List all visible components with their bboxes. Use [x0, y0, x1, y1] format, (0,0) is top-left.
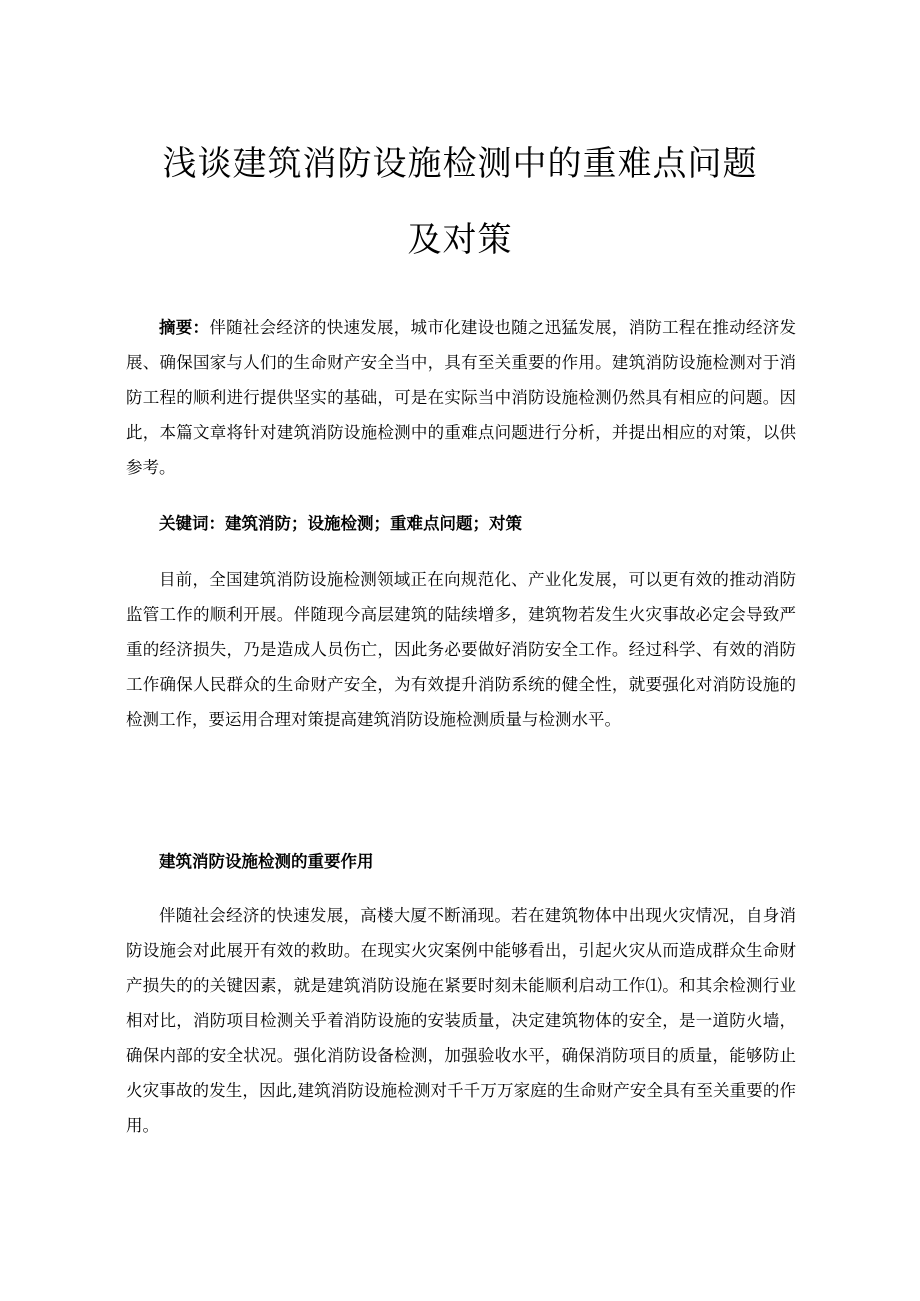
abstract-text: 伴随社会经济的快速发展，城市化建设也随之迅猛发展，消防工程在推动经济发展、确保国家与人们的生命财产安全当中，具有至关重要的作用。建筑消防设施检测对于消防工程的顺利进行提供坚实的基础，可是在实际当中消防设施检测仍然具有相应的问题。因此，本篇文章将针对建筑消防设施检测中的重难点问题进行分析，并提出相应的对策，以供参考。	[126, 318, 797, 477]
abstract-label: 摘要：	[159, 318, 210, 337]
keywords-line: 关键词：建筑消防；设施检测；重难点问题；对策	[159, 514, 522, 533]
abstract-paragraph	[126, 310, 796, 485]
section-heading: 建筑消防设施检测的重要作用	[159, 852, 374, 871]
section-paragraph: 伴随社会经济的快速发展，高楼大厦不断涌现。若在建筑物体中出现火灾情况，自身消防设施会对此展开有效的救助。在现实火灾案例中能够看出，引起火灾从而造成群众生命财产损失的的关键因素，就是建筑消防设施在紧要时刻未能顺利启动工作⑴。和其余检测行业相对比，消防项目检测关乎着消防设施的安装质量，决定建筑物体的安全，是一道防火墙，确保内部的安全状况。强化消防设备检测，加强验收水平，确保消防项目的质量，能够防止火灾事故的发生，因此,建筑消防设施检测对千千万万家庭的生命财产安全具有至关重要的作用。	[126, 906, 796, 1135]
document-title-line-2: 及对策	[407, 220, 513, 260]
document-title-line-1: 浅谈建筑消防设施检测中的重难点问题	[162, 144, 758, 184]
intro-paragraph: 目前，全国建筑消防设施检测领域正在向规范化、产业化发展，可以更有效的推动消防监管工作的顺利开展。伴随现今高层建筑的陆续增多，建筑物若发生火灾事故必定会导致严重的经济损失，乃是造成人员伤亡，因此务必要做好消防安全工作。经过科学、有效的消防工作确保人民群众的生命财产安全，为有效提升消防系统的健全性，就要强化对消防设施的检测工作，要运用合理对策提高建筑消防设施检测质量与检测水平。	[126, 570, 796, 729]
